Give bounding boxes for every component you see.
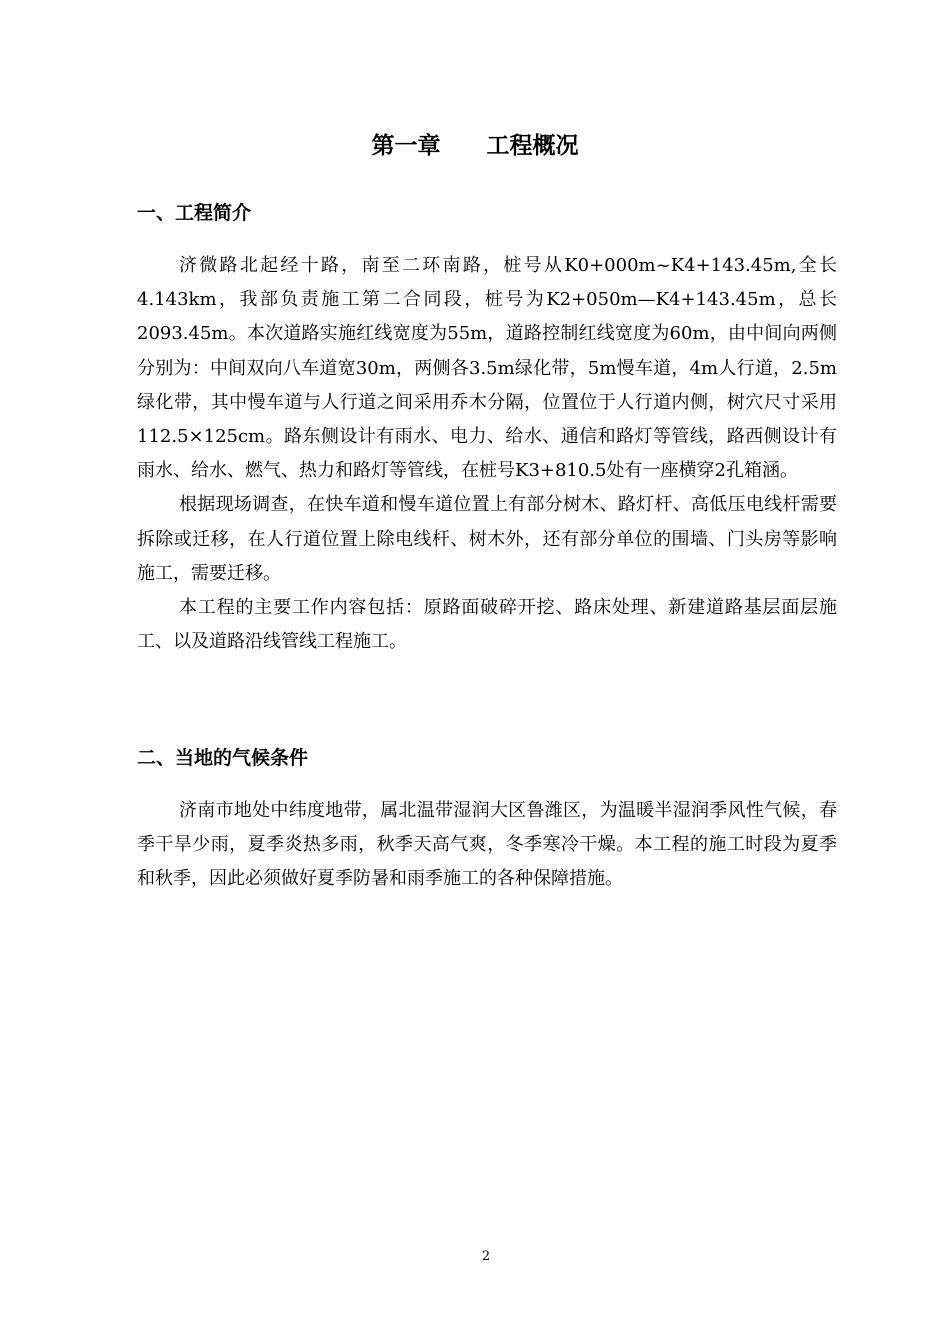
page-number: 2 (481, 1249, 491, 1264)
section-body (137, 249, 837, 659)
section-body (137, 794, 837, 897)
paragraph: 本工程的主要工作内容包括：原路面破碎开挖、路床处理、新建道路基层面层施工、以及道路沿线管线工程施工。 (137, 597, 837, 653)
paragraph: 根据现场调查，在快车道和慢车道位置上有部分树木、路灯杆、高低压电线杆需要拆除或迁移，在人行道位置上除电线杆、树木外，还有部分单位的围墙、门头房等影响施工，需要迁移。 (137, 494, 837, 584)
section-climate-conditions (137, 744, 837, 897)
section-heading: 二、当地的气候条件 (137, 747, 309, 769)
paragraph: 济微路北起经十路，南至二环南路，桩号从K0+000m~K4+143.45m,全长4.143km，我部负责施工第二合同段，桩号为K2+050m—K4+143.45m，总长2093.45m。本次道路实施红线宽度为55m，道路控制红线宽度为60m，由中间向两侧分别为：中间双向八车道宽30m，两侧各3.5m绿化带，5m慢车道，4m人行道，2.5m绿化带，其中慢车道与人行道之间采用乔木分隔，位置位于人行道内侧，树穴尺寸采用112.5×125cm。路东侧设计有雨水、电力、给水、通信和路灯等管线，路西侧设计有雨水、给水、燃气、热力和路灯等管线，在桩号K3+810.5处有一座横穿2孔箱涵。 (137, 255, 837, 482)
section-heading: 一、工程简介 (137, 202, 252, 224)
section-project-overview (137, 199, 837, 659)
paragraph: 济南市地处中纬度地带，属北温带湿润大区鲁潍区，为温暖半湿润季风性气候，春季干旱少雨，夏季炎热多雨，秋季天高气爽，冬季寒冷干燥。本工程的施工时段为夏季和秋季，因此必须做好夏季防暑和雨季施工的各种保障措施。 (137, 800, 837, 890)
chapter-title: 第一章 工程概况 (371, 133, 579, 159)
